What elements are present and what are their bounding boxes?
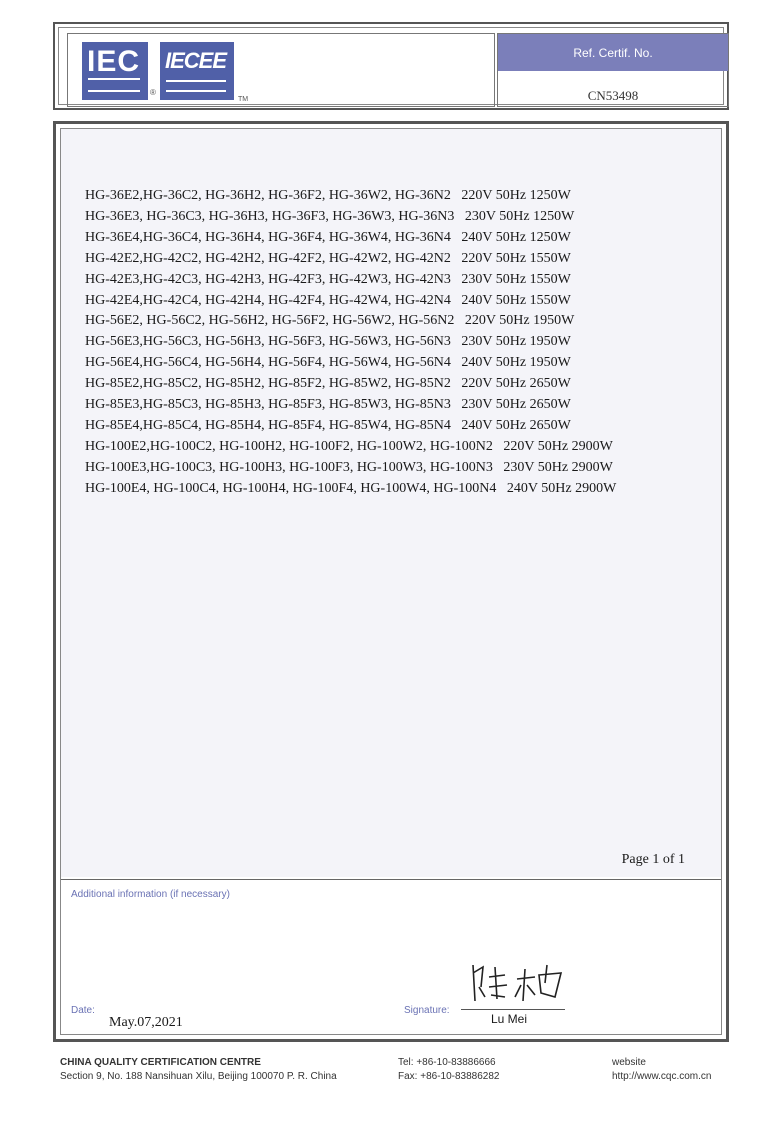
handwritten-signature bbox=[465, 957, 565, 1005]
page-number: Page 1 of 1 bbox=[621, 852, 685, 867]
model-line: HG-56E2, HG-56C2, HG-56H2, HG-56F2, HG-56W2, HG-56N2 220V 50Hz 1950W bbox=[85, 313, 575, 329]
trademark-icon: TM bbox=[238, 96, 249, 103]
model-line: HG-36E2,HG-36C2, HG-36H2, HG-36F2, HG-36W2, HG-36N2 220V 50Hz 1250W bbox=[85, 188, 571, 203]
iec-logo-text: IEC bbox=[87, 45, 141, 78]
iecee-logo-lines bbox=[166, 80, 226, 92]
model-line: HG-56E3,HG-56C3, HG-56H3, HG-56F3, HG-56W3, HG-56N3 230V 50Hz 1950W bbox=[85, 334, 571, 350]
certificate-body-inner bbox=[60, 128, 722, 1035]
model-line: HG-36E4,HG-36C4, HG-36H4, HG-36F4, HG-36W4, HG-36N4 240V 50Hz 1250W bbox=[85, 229, 571, 245]
tel-number: Tel: +86-10-83886666 bbox=[398, 1057, 496, 1068]
certificate-body-frame bbox=[53, 121, 729, 1042]
footer-website bbox=[612, 1056, 711, 1084]
model-line: HG-85E3,HG-85C3, HG-85H3, HG-85F3, HG-85W3, HG-85N3 230V 50Hz 2650W bbox=[85, 397, 571, 413]
model-line: HG-85E4,HG-85C4, HG-85H4, HG-85F4, HG-85W4, HG-85N4 240V 50Hz 2650W bbox=[85, 417, 571, 433]
model-line: HG-42E3,HG-42C3, HG-42H3, HG-42F3, HG-42W3, HG-42N3 230V 50Hz 1550W bbox=[85, 271, 571, 287]
model-line: HG-36E3, HG-36C3, HG-36H3, HG-36F3, HG-36W3, HG-36N3 230V 50Hz 1250W bbox=[85, 208, 575, 224]
section-divider bbox=[61, 879, 721, 880]
model-line: HG-100E2,HG-100C2, HG-100H2, HG-100F2, HG-100W2, HG-100N2 220V 50Hz 2900W bbox=[85, 438, 613, 454]
iecee-logo bbox=[160, 42, 234, 100]
footer-organization bbox=[60, 1056, 337, 1084]
ref-certif-number: CN53498 bbox=[587, 88, 639, 103]
date-value: May.07,2021 bbox=[109, 1015, 183, 1030]
model-line: HG-42E4,HG-42C4, HG-42H4, HG-42F4, HG-42W4, HG-42N4 240V 50Hz 1550W bbox=[85, 292, 571, 308]
model-list bbox=[85, 186, 616, 500]
org-address: Section 9, No. 188 Nansihuan Xilu, Beijing 100070 P. R. China bbox=[60, 1071, 337, 1082]
model-line: HG-42E2,HG-42C2, HG-42H2, HG-42F2, HG-42W2, HG-42N2 220V 50Hz 1550W bbox=[85, 250, 571, 266]
signature-line bbox=[461, 1009, 565, 1010]
model-line: HG-100E4, HG-100C4, HG-100H4, HG-100F4, HG-100W4, HG-100N4 240V 50Hz 2900W bbox=[85, 480, 617, 496]
additional-info-label: Additional information (if necessary) bbox=[71, 889, 230, 900]
ref-certif-label: Ref. Certif. No. bbox=[498, 34, 728, 71]
logo-area bbox=[67, 33, 495, 107]
model-line: HG-100E3,HG-100C3, HG-100H3, HG-100F3, HG-100W3, HG-100N3 230V 50Hz 2900W bbox=[85, 459, 613, 475]
model-line: HG-56E4,HG-56C4, HG-56H4, HG-56F4, HG-56W4, HG-56N4 240V 50Hz 1950W bbox=[85, 355, 571, 371]
certificate-header bbox=[53, 22, 729, 110]
reference-certificate-box bbox=[497, 33, 729, 107]
fax-number: Fax: +86-10-83886282 bbox=[398, 1071, 500, 1082]
org-name: CHINA QUALITY CERTIFICATION CENTRE bbox=[60, 1057, 261, 1068]
iec-logo-lines bbox=[88, 78, 140, 92]
website-label: website bbox=[612, 1057, 646, 1068]
model-line: HG-85E2,HG-85C2, HG-85H2, HG-85F2, HG-85W2, HG-85N2 220V 50Hz 2650W bbox=[85, 376, 571, 392]
header-inner-border bbox=[58, 27, 724, 105]
registered-mark-icon: ® bbox=[150, 88, 156, 97]
date-label: Date: bbox=[71, 1005, 95, 1016]
model-list-area bbox=[61, 129, 721, 877]
iecee-logo-text: IECEE bbox=[165, 48, 227, 73]
website-link[interactable]: http://www.cqc.com.cn bbox=[612, 1071, 712, 1082]
iec-logo bbox=[82, 42, 148, 100]
signature-label: Signature: bbox=[404, 1005, 450, 1016]
footer-contact bbox=[398, 1056, 499, 1084]
signatory-name: Lu Mei bbox=[491, 1012, 528, 1026]
